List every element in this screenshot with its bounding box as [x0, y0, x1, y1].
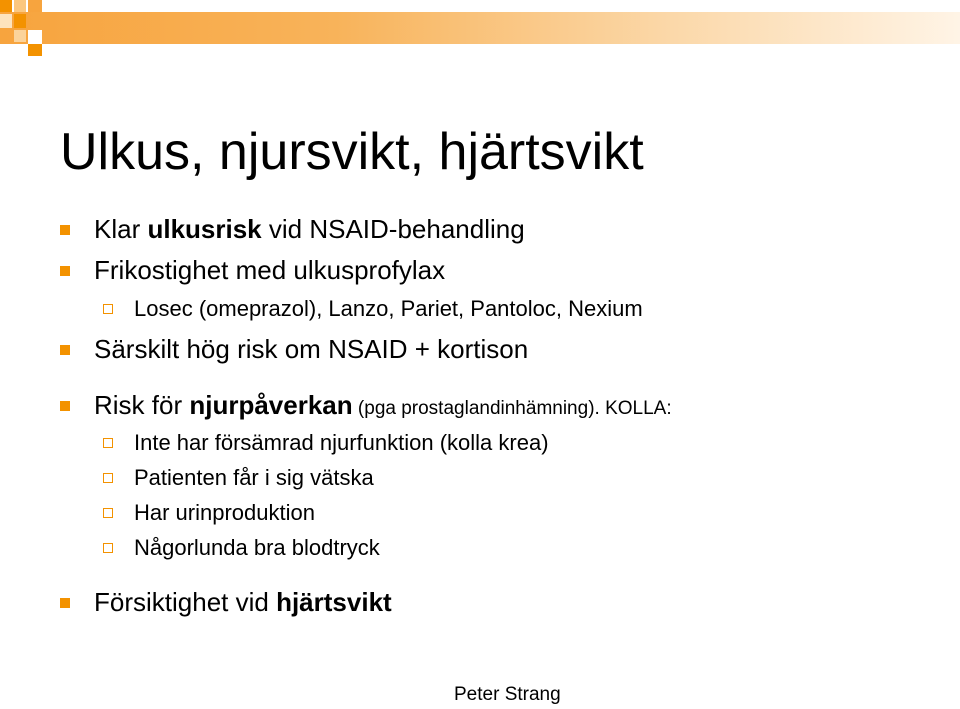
bullet-text: Klar ulkusrisk vid NSAID-behandling [94, 214, 525, 244]
sub-bullet-text: Inte har försämrad njurfunktion (kolla krea) [134, 430, 549, 455]
sub-bullet-hollow-square-icon [103, 543, 113, 553]
bullet-square-icon [60, 225, 70, 235]
bullet-square-icon [60, 401, 70, 411]
banner-square [0, 0, 12, 12]
bullet-item [60, 255, 445, 286]
bullet-text: Frikostighet med ulkusprofylax [94, 255, 446, 285]
banner-square [28, 0, 42, 12]
sub-bullet-text: Någorlunda bra blodtryck [134, 535, 380, 560]
banner-square [28, 44, 42, 56]
banner-square [14, 30, 26, 42]
banner-square [28, 30, 42, 44]
bullet-square-icon [60, 266, 70, 276]
bullet-text: Försiktighet vid hjärtsvikt [94, 587, 392, 617]
sub-bullet-item [103, 535, 380, 561]
sub-bullet-item [103, 465, 374, 491]
slide-title: Ulkus, njursvikt, hjärtsvikt [60, 123, 644, 181]
sub-bullet-hollow-square-icon [103, 473, 113, 483]
bullet-item [60, 334, 528, 365]
sub-bullet-text: Patienten får i sig vätska [134, 465, 374, 490]
sub-bullet-hollow-square-icon [103, 438, 113, 448]
slide-footer-author: Peter Strang [454, 684, 561, 705]
bullet-item [60, 390, 672, 421]
bullet-item [60, 214, 525, 245]
banner-square [14, 14, 26, 28]
sub-bullet-item [103, 430, 549, 456]
sub-bullet-text: Losec (omeprazol), Lanzo, Pariet, Pantoloc, Nexium [134, 296, 643, 321]
sub-bullet-item [103, 500, 315, 526]
bullet-square-icon [60, 598, 70, 608]
banner-square [14, 0, 26, 12]
banner-square [0, 14, 12, 28]
bullet-square-icon [60, 345, 70, 355]
bullet-item [60, 587, 392, 618]
bullet-text: Särskilt hög risk om NSAID + kortison [94, 334, 529, 364]
header-banner [0, 0, 960, 60]
bullet-text: Risk för njurpåverkan (pga prostaglandinhämning). KOLLA: [94, 390, 672, 420]
banner-gradient-strip [0, 12, 960, 44]
sub-bullet-hollow-square-icon [103, 508, 113, 518]
sub-bullet-hollow-square-icon [103, 304, 113, 314]
banner-square [44, 0, 58, 12]
sub-bullet-text: Har urinproduktion [134, 500, 315, 525]
sub-bullet-item [103, 296, 643, 322]
